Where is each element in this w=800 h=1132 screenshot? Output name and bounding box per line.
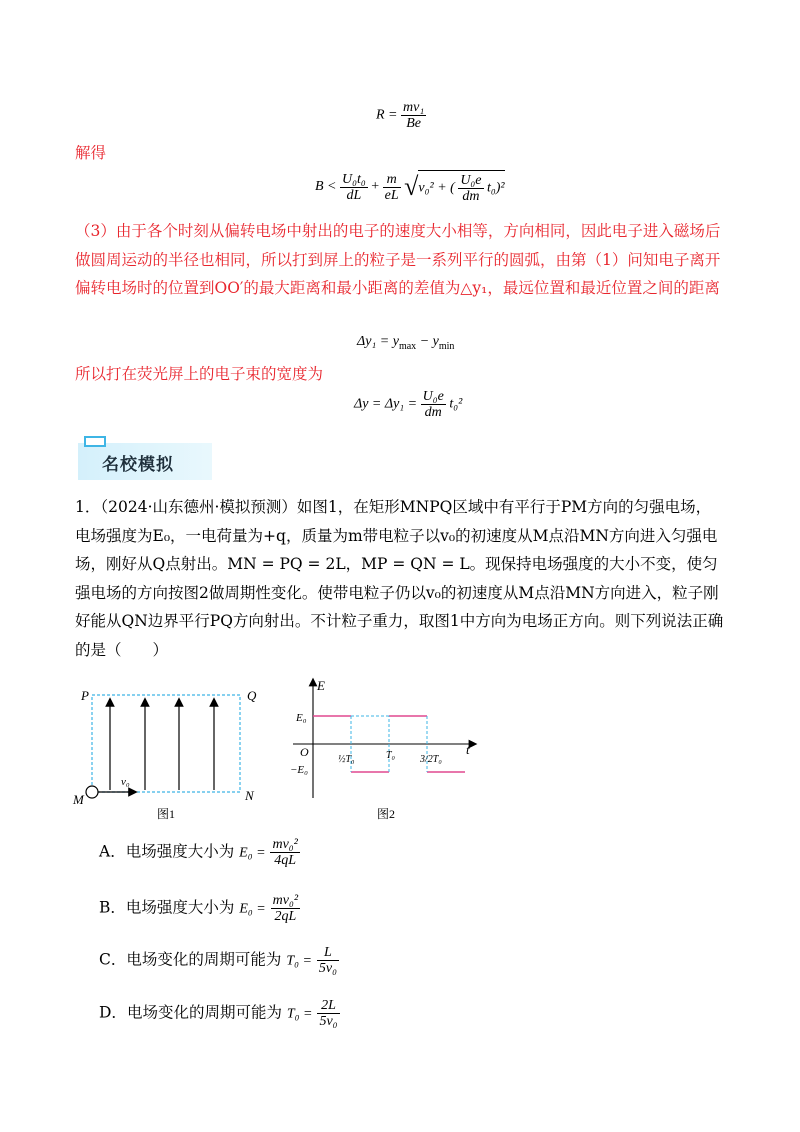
equation-r [376, 100, 426, 131]
question-1 [75, 493, 725, 664]
eq-dy1-sub2: min [438, 340, 455, 352]
option-frac [317, 945, 339, 976]
eq-den: Be [406, 116, 421, 131]
eq-frac [401, 100, 426, 131]
option-num: mv₀² [272, 837, 298, 852]
option-text: 电场强度大小为 [125, 898, 235, 917]
option-den: 2qL [274, 909, 297, 924]
option-letter: C． [99, 950, 127, 969]
axis-t: t [466, 742, 470, 757]
option-letter: D． [99, 1003, 127, 1022]
option-var: E₀ = [239, 845, 266, 861]
eq-b-den1: dL [346, 187, 362, 203]
equation-b [315, 170, 505, 204]
label-P: P [81, 688, 89, 703]
eq-b-frac1 [340, 172, 368, 203]
option-num: mv₀² [272, 893, 299, 908]
option-frac [271, 893, 300, 924]
eq-num: mv₁ [403, 100, 425, 115]
equation-delta-y1 [357, 334, 454, 352]
eq-b-num2: m [383, 172, 401, 188]
width-sentence: 所以打在荧光屏上的电子束的宽度为 [75, 365, 324, 383]
particle [86, 786, 98, 798]
label-v0: v₀ [121, 776, 130, 788]
tick-3half-T0: 3/2T₀ [420, 754, 442, 765]
option-num: L [317, 945, 339, 961]
sqrt-body [418, 170, 504, 204]
eq-dy1-lhs: Δy₁ = y [357, 334, 399, 349]
label-Q: Q [247, 688, 257, 703]
option-text: 电场变化的周期可能为 [126, 950, 282, 969]
eq-b-plus: + [371, 179, 380, 195]
eq-b-num1: U₀t₀ [342, 171, 366, 187]
label-M: M [73, 792, 84, 807]
tick-T0: T₀ [386, 750, 396, 761]
option-text: 电场强度大小为 [125, 842, 235, 861]
paragraph-3: （3）由于各个时刻从偏转电场中射出的电子的速度大小相等，方向相同，因此电子进入磁场后做圆周运动的半径也相同，所以打到屏上的粒子是一系列平行的圆弧，由第（1）问知电子离开偏转电场时的位置到OO′的最大距离和最小距离的差值为△y₁，最远位置和最近位置之间的距离 [75, 222, 721, 297]
eq-dy-num: U₀e [422, 389, 444, 404]
option-frac [270, 837, 299, 868]
eq-dy1-sub1: max [398, 340, 417, 352]
option-den: 4qL [274, 853, 297, 868]
option-frac [317, 998, 339, 1029]
option-num: 2L [317, 998, 339, 1014]
section-header-mark [84, 436, 106, 447]
eq-dy-tail: t₀² [449, 396, 463, 412]
eq-dy1-mid: − y [416, 334, 439, 349]
field-rect [92, 695, 240, 792]
eq-lhs: R = [376, 107, 398, 123]
axis-E: E [317, 678, 325, 693]
question-number: 1． [75, 498, 101, 516]
tick-half-T0: ½T₀ [338, 754, 355, 765]
option-letter: B． [99, 898, 126, 917]
eq-b-tail: t₀)² [487, 180, 505, 196]
option-den: 5v₀ [319, 1014, 338, 1029]
origin: O [300, 745, 309, 759]
eq-b-lhs: B < [315, 179, 337, 195]
eq-b-num3: U₀e [460, 173, 482, 188]
option-d[interactable] [99, 998, 340, 1029]
eq-b-den3: dm [462, 189, 480, 204]
figure2-caption: 图2 [377, 807, 396, 821]
figure-2 [285, 676, 485, 824]
option-den: 5v₀ [318, 961, 337, 976]
section-header: 名校模拟 [102, 455, 174, 475]
eq-dy-lhs: Δy = Δy₁ = [354, 396, 418, 412]
eq-dy-den: dm [424, 405, 442, 420]
option-letter: A． [99, 842, 126, 861]
question-text: （2024·山东德州·模拟预测）如图1，在矩形MNPQ区域中有平行于PM方向的匀强电场，电场强度为E₀，一电荷量为+q，质量为m带电粒子以v₀的初速度从M点沿MN方向进入匀强电场，刚好从Q点射出。MN = PQ = 2L，MP = QN = L。现保持电场强度的大小不变，使匀强电场的方向按图2做周期性变化。使带电粒子仍以v₀的初速度从M点沿MN方向进入，粒子刚好能从QN边界平行PQ方向射出。不计粒子重力，取图1中方向为电场正方向。则下列说法正确的是（ ） [75, 498, 724, 659]
eq-b-den2: eL [384, 187, 399, 203]
option-var: E₀ = [239, 901, 266, 917]
option-a[interactable] [99, 837, 300, 868]
option-b[interactable] [99, 893, 300, 924]
label-E0: E₀ [296, 712, 307, 724]
figure1-caption: 图1 [157, 807, 176, 821]
option-c[interactable] [99, 945, 339, 976]
label-N: N [245, 788, 254, 803]
eq-b-frac3 [458, 173, 483, 204]
figure-1 [65, 682, 275, 822]
sqrt-sign: √ [404, 172, 419, 201]
eq-b-frac2 [383, 172, 401, 203]
eq-dy-frac [421, 389, 446, 420]
option-var: T₀ = [286, 953, 312, 969]
option-text: 电场变化的周期可能为 [126, 1003, 282, 1022]
label-negE0: −E₀ [290, 764, 308, 776]
eq-b-sqrt: v₀² + ( [418, 180, 455, 196]
option-var: T₀ = [286, 1006, 313, 1022]
equation-delta-y [354, 389, 462, 420]
solve-label: 解得 [75, 144, 107, 162]
